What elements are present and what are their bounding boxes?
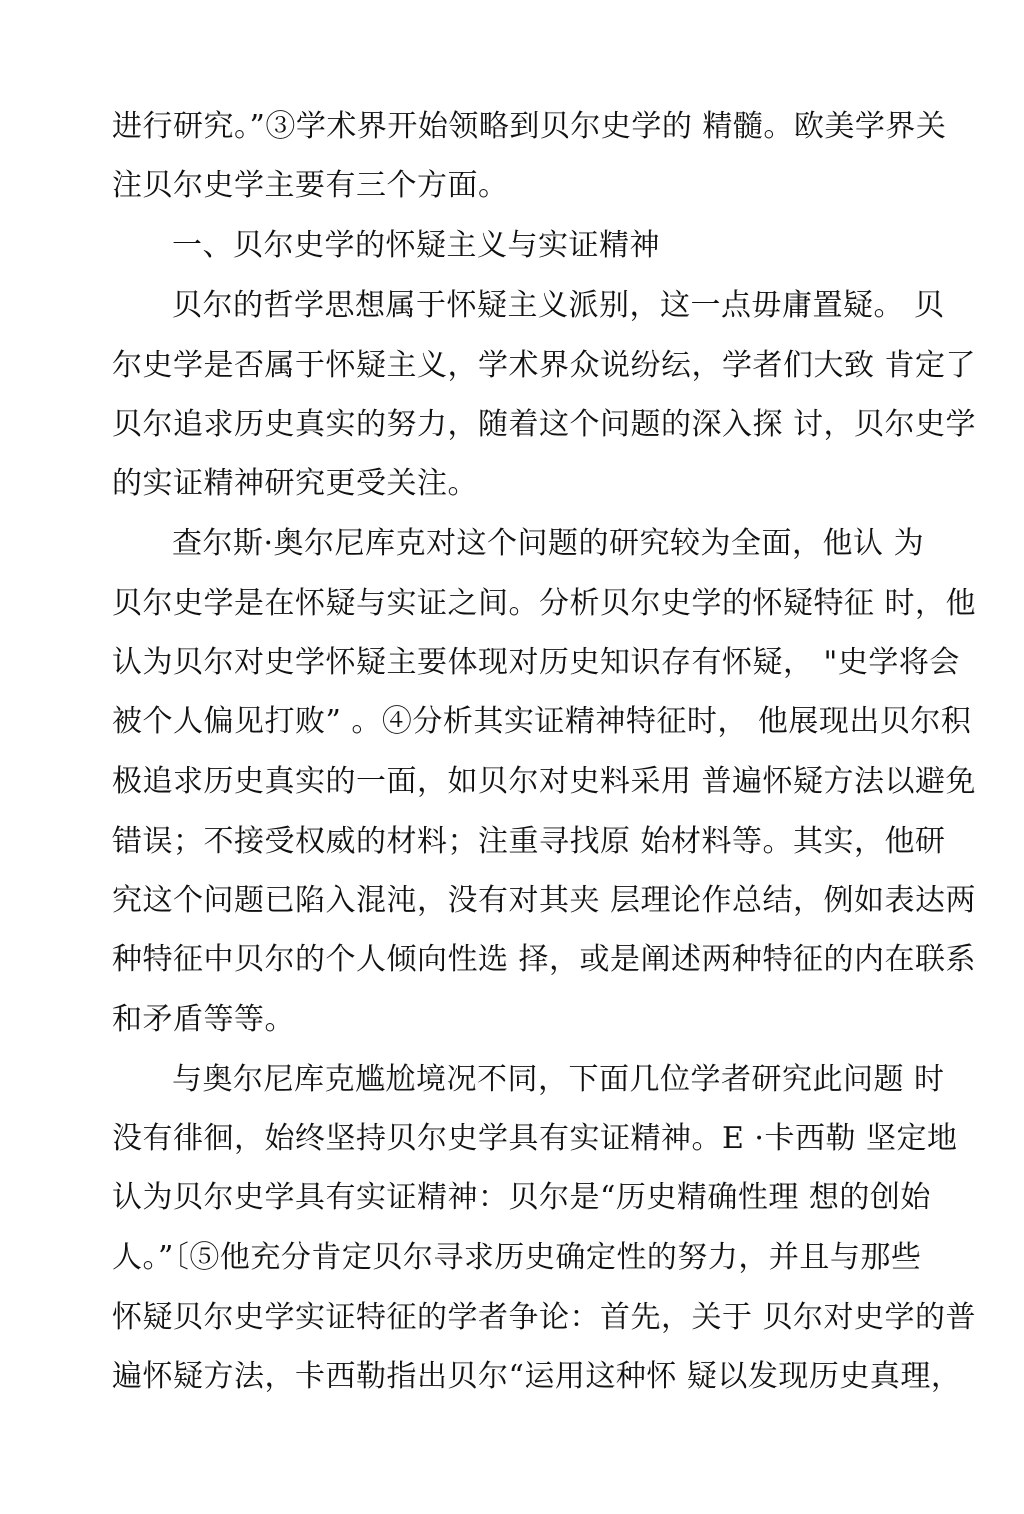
text-line: 极追求历史真实的一面，如贝尔对史料采用 普遍怀疑方法以避免 <box>112 764 977 799</box>
section-heading: 一、贝尔史学的怀疑主义与实证精神 <box>172 228 660 263</box>
text-line: 注贝尔史学主要有三个方面。 <box>112 168 509 203</box>
text-line: 人。”〔⑤他充分肯定贝尔寻求历史确定性的努力，并且与那些 <box>112 1240 922 1275</box>
text-line: 错误；不接受权威的材料；注重寻找原 始材料等。其实，他研 <box>112 824 946 859</box>
text-line: 与奥尔尼库克尴尬境况不同，下面几位学者研究此问题 时 <box>172 1062 945 1097</box>
text-line: 的实证精神研究更受关注。 <box>112 466 478 501</box>
text-line: 认为贝尔对史学怀疑主要体现对历史知识存有怀疑， "史学将会 <box>112 645 960 680</box>
text-line: 进行研究。”③学术界开始领略到贝尔史学的 精髓。欧美学界关 <box>112 109 947 144</box>
text-line: 贝尔追求历史真实的努力，随着这个问题的深入探 讨，贝尔史学 <box>112 407 977 442</box>
text-line: 和矛盾等等。 <box>112 1002 295 1037</box>
text-line: 贝尔史学是在怀疑与实证之间。分析贝尔史学的怀疑特征 时，他 <box>112 586 977 621</box>
text-line: 遍怀疑方法，卡西勒指出贝尔“运用这种怀 疑以发现历史真理， <box>112 1359 962 1394</box>
text-line: 种特征中贝尔的个人倾向性选 择，或是阐述两种特征的内在联系 <box>112 942 977 977</box>
text-line: 认为贝尔史学具有实证精神：贝尔是“历史精确性理 想的创始 <box>112 1180 931 1215</box>
text-line: 没有徘徊，始终坚持贝尔史学具有实证精神。E ·卡西勒 坚定地 <box>112 1121 958 1156</box>
text-line: 尔史学是否属于怀疑主义，学术界众说纷纭，学者们大致 肯定了 <box>112 348 977 383</box>
text-line: 贝尔的哲学思想属于怀疑主义派别，这一点毋庸置疑。 贝 <box>172 288 945 323</box>
text-line: 查尔斯·奥尔尼库克对这个问题的研究较为全面，他认 为 <box>172 526 925 561</box>
text-line: 究这个问题已陷入混沌，没有对其夹 层理论作总结，例如表达两 <box>112 883 977 918</box>
text-line: 被个人偏见打败” 。④分析其实证精神特征时， 他展现出贝尔积 <box>112 704 972 739</box>
text-line: 怀疑贝尔史学实证特征的学者争论：首先，关于 贝尔对史学的普 <box>112 1300 977 1335</box>
